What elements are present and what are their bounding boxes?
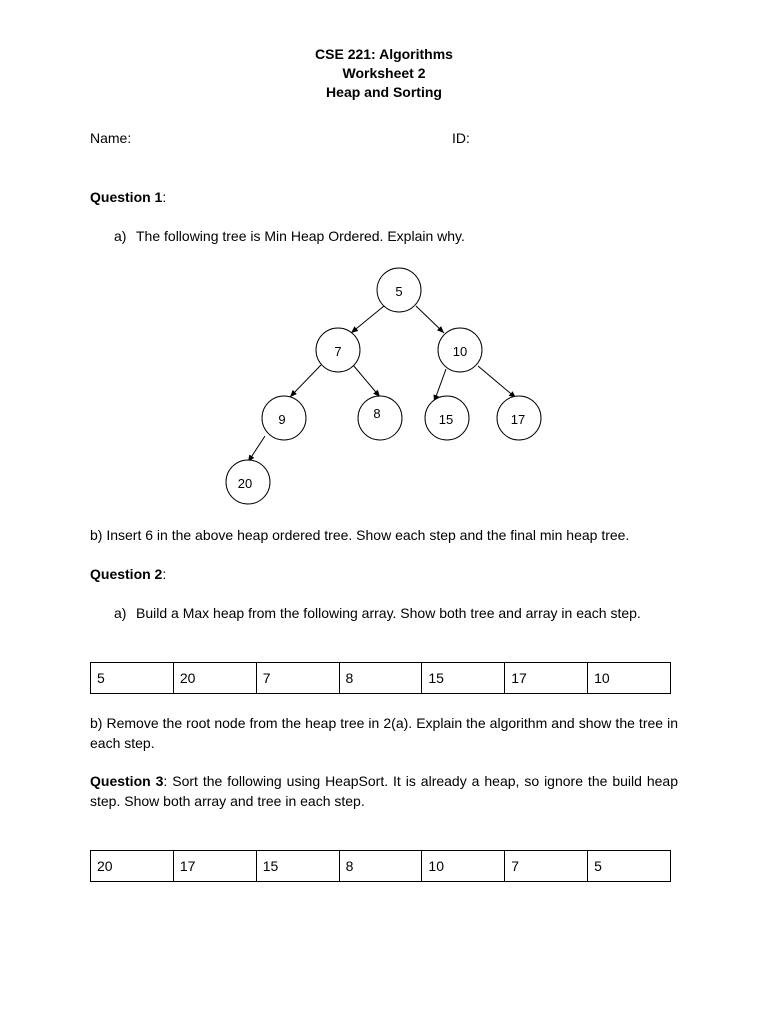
question-3-text: : Sort the following using HeapSort. It is already a heap, so ignore the build heap step. Show both array and tree in each step. (90, 773, 678, 809)
node-label-8: 8 (373, 406, 381, 421)
q1-part-a-marker: a) (114, 228, 127, 244)
node-label-10: 10 (452, 344, 468, 359)
array-cell: 15 (256, 851, 339, 882)
question-3-label: Question 3 (90, 773, 164, 789)
id-label: ID: (452, 130, 470, 146)
q3-array-table (90, 850, 671, 882)
array-cell: 20 (173, 663, 256, 694)
table-row (91, 851, 671, 882)
array-cell: 10 (588, 663, 671, 694)
q2-part-b-text: b) Remove the root node from the heap tree in 2(a). Explain the algorithm and show the tree in each step. (90, 715, 678, 751)
array-cell: 15 (422, 663, 505, 694)
q1-part-b-text: b) Insert 6 in the above heap ordered tree. Show each step and the final min heap tree. (90, 527, 630, 543)
array-cell: 5 (91, 663, 174, 694)
array-cell: 5 (588, 851, 671, 882)
node-label-5: 5 (395, 284, 403, 299)
question-1-colon: : (162, 189, 167, 205)
question-2-heading (90, 564, 166, 584)
question-1-label: Question 1 (90, 189, 163, 205)
name-label: Name: (90, 130, 132, 146)
array-cell: 7 (256, 663, 339, 694)
array-cell: 7 (505, 851, 588, 882)
edge-5-10 (416, 306, 444, 333)
node-label-17: 17 (510, 412, 526, 427)
array-cell: 17 (505, 663, 588, 694)
worksheet-title: Worksheet 2 (342, 65, 426, 81)
q2-part-a-marker: a) (114, 605, 127, 621)
array-cell: 8 (339, 663, 422, 694)
edge-5-7 (351, 306, 384, 333)
edge-10-17 (478, 366, 516, 398)
topic-title: Heap and Sorting (326, 84, 442, 100)
node-label-15: 15 (438, 412, 454, 427)
course-title: CSE 221: Algorithms (315, 46, 453, 62)
edge-9-20 (248, 436, 265, 462)
node-label-9: 9 (278, 412, 286, 427)
edge-7-8 (353, 365, 380, 397)
q2-part-a-text: Build a Max heap from the following array. Show both tree and array in each step. (136, 605, 641, 621)
question-3-paragraph (90, 771, 678, 811)
node-label-20: 20 (237, 476, 253, 491)
question-2-colon: : (162, 566, 167, 582)
table-row (91, 663, 671, 694)
array-cell: 20 (91, 851, 174, 882)
array-cell: 17 (173, 851, 256, 882)
q2-array-table (90, 662, 671, 694)
question-2-label: Question 2 (90, 566, 163, 582)
array-cell: 10 (422, 851, 505, 882)
edge-7-9 (290, 365, 321, 397)
array-cell: 8 (339, 851, 422, 882)
node-label-7: 7 (334, 344, 342, 359)
q1-part-a-text: The following tree is Min Heap Ordered. Explain why. (136, 228, 465, 244)
